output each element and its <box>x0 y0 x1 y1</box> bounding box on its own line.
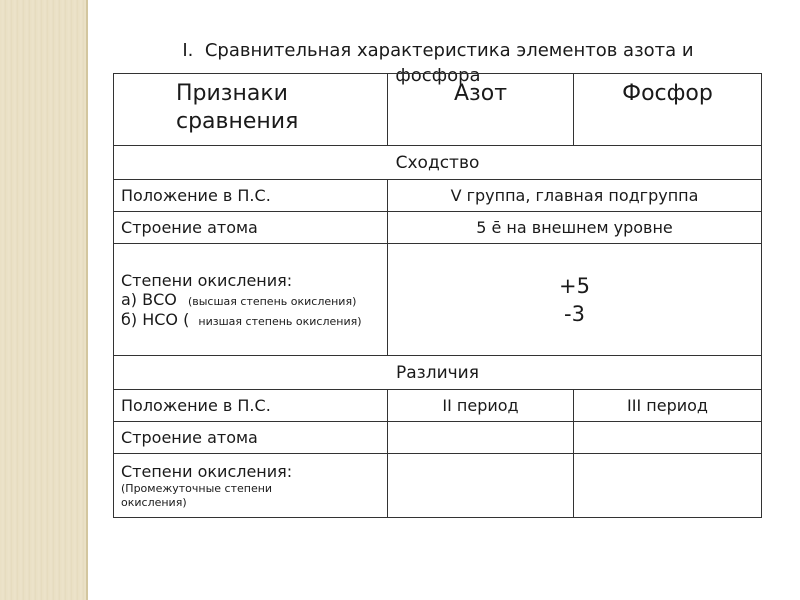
row-label: Строение атома <box>114 422 388 454</box>
comparison-table <box>113 73 762 518</box>
nitrogen-period: II период <box>388 390 574 422</box>
oxidation-diff-note: (Промежуточные степени окисления) <box>121 481 273 509</box>
row-label: Положение в П.С. <box>114 180 388 212</box>
oxidation-title: Степени окисления: <box>121 270 293 290</box>
table-row <box>114 212 762 244</box>
oxidation-diff-title: Степени окисления: <box>121 461 293 481</box>
section-row-similarity <box>114 146 762 180</box>
oxidation-b-label: б) НСО ( <box>121 309 190 329</box>
section-similarity-label: Сходство <box>114 146 762 180</box>
table-row <box>114 180 762 212</box>
oxidation-value-low: -3 <box>564 301 585 326</box>
section-row-differences <box>114 356 762 390</box>
oxidation-criteria-cell <box>114 244 388 356</box>
header-row <box>114 74 762 146</box>
oxidation-a-note: (высшая степень окисления) <box>187 294 357 308</box>
header-criteria: Признаки сравнения <box>114 74 388 146</box>
phosphorus-period: III период <box>574 390 762 422</box>
row-value: V группа, главная подгруппа <box>388 180 762 212</box>
row-label: Положение в П.С. <box>114 390 388 422</box>
oxidation-a-label: а) ВСО <box>121 289 177 309</box>
row-value: 5 ē на внешнем уровне <box>388 212 762 244</box>
nitrogen-structure-cell <box>388 422 574 454</box>
header-phosphorus: Фосфор <box>574 74 762 146</box>
oxidation-values-cell <box>388 244 762 356</box>
table-row <box>114 390 762 422</box>
phosphorus-structure-cell <box>574 422 762 454</box>
table-row <box>114 454 762 518</box>
decorative-left-edge <box>86 0 88 600</box>
oxidation-diff-criteria-cell <box>114 454 388 518</box>
nitrogen-oxidation-cell <box>388 454 574 518</box>
header-nitrogen: Азот <box>388 74 574 146</box>
table-row <box>114 422 762 454</box>
decorative-left-band <box>0 0 86 600</box>
oxidation-b-note: низшая степень окисления) <box>198 314 362 328</box>
section-differences-label: Различия <box>114 356 762 390</box>
phosphorus-oxidation-cell <box>574 454 762 518</box>
page-title: I. Сравнительная характеристика элементов азота и фосфора <box>182 40 694 86</box>
oxidation-value-high: +5 <box>559 273 590 298</box>
table-row <box>114 244 762 356</box>
row-label: Строение атома <box>114 212 388 244</box>
